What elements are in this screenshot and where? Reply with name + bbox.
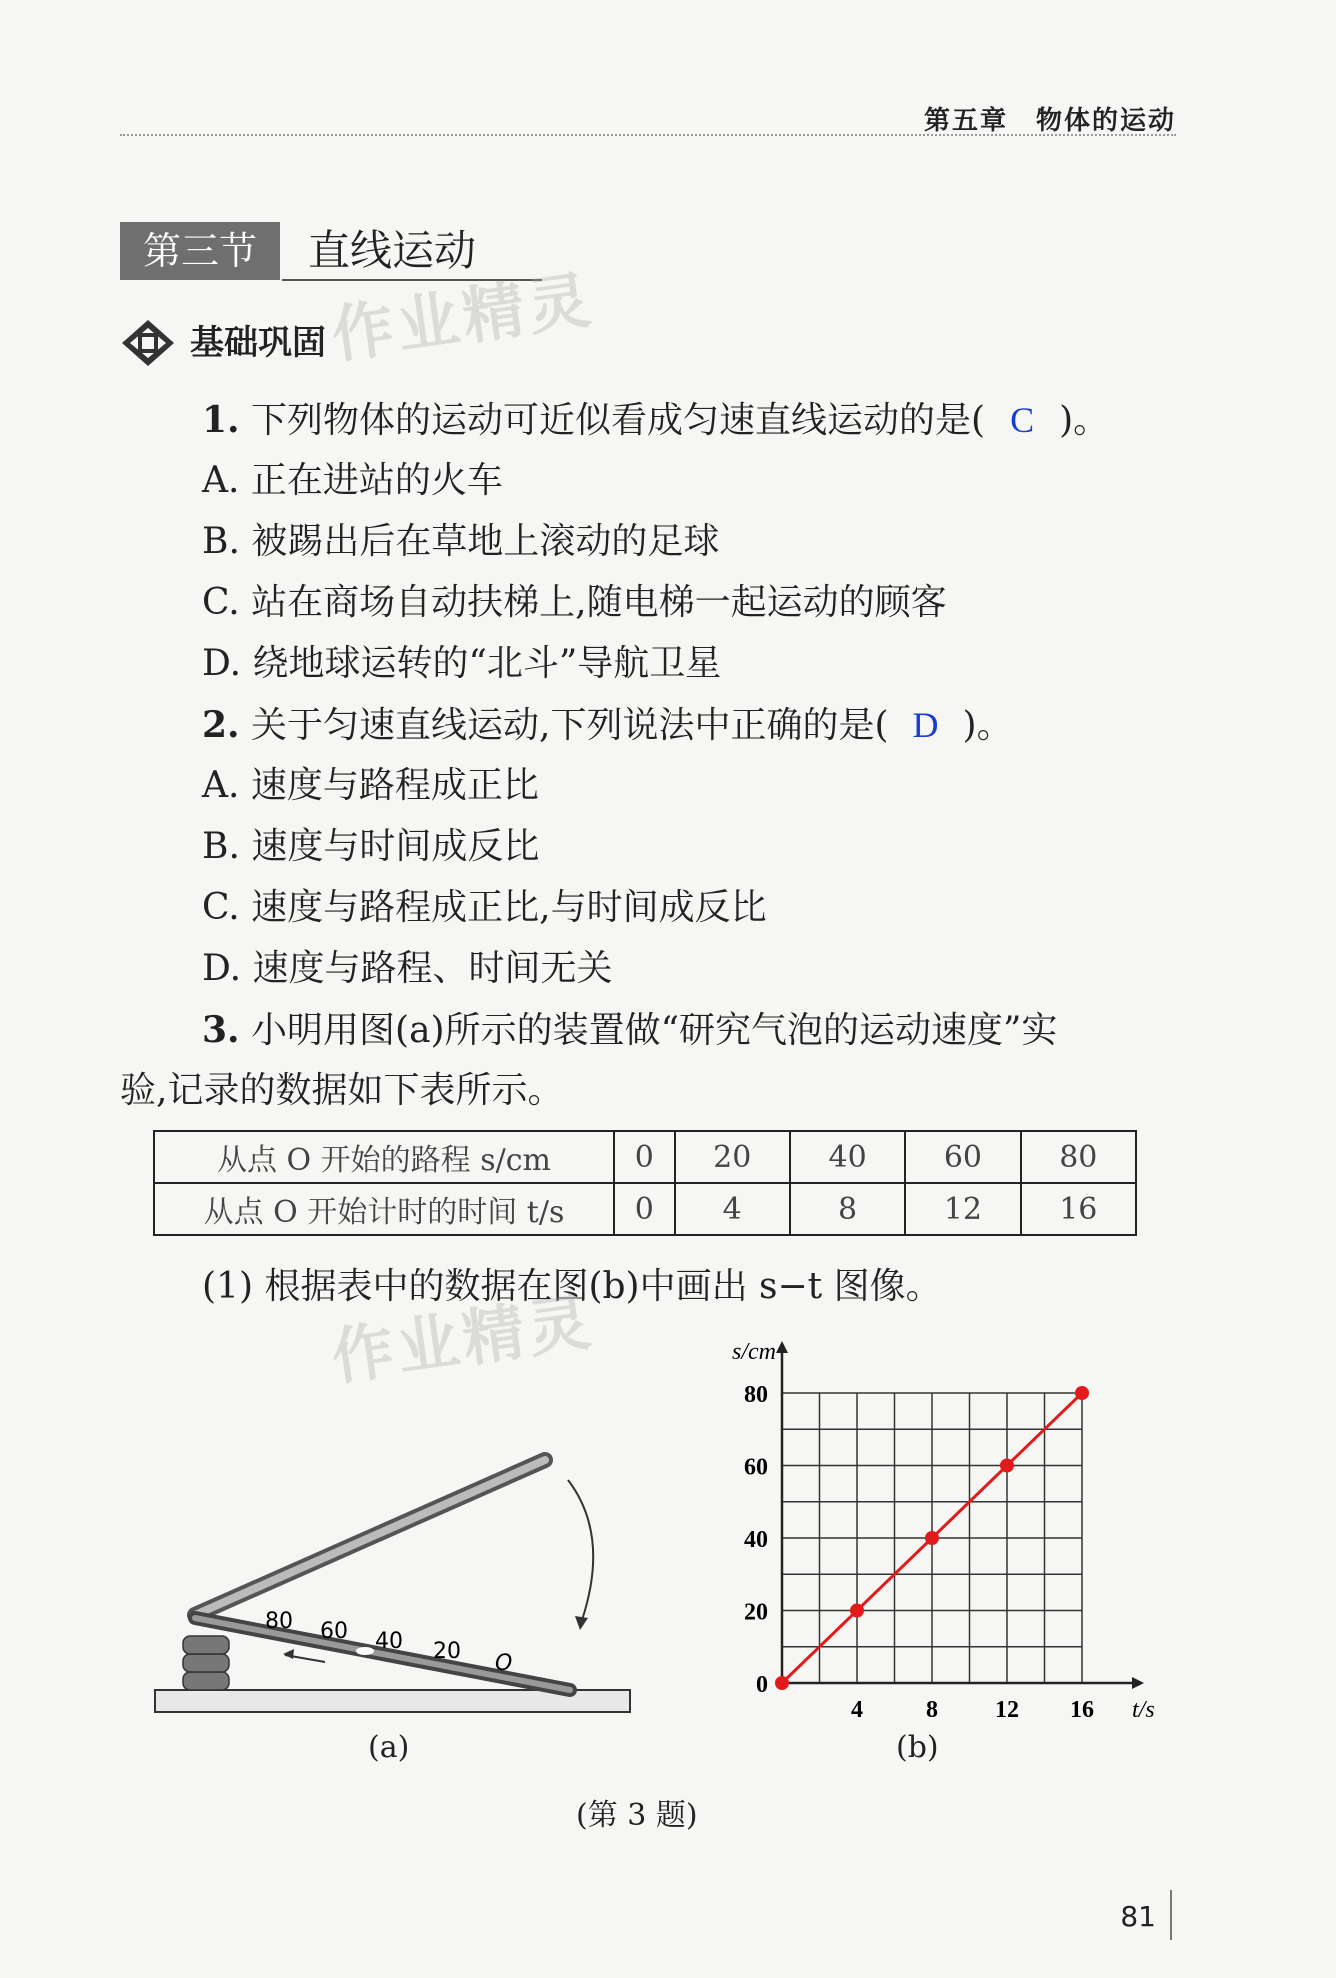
- answer-mark: C: [1010, 400, 1035, 440]
- figure-a-apparatus: [150, 1440, 650, 1730]
- question-2-option-a: A. 速度与路程成正比: [202, 765, 539, 806]
- table-cell: 0: [614, 1183, 675, 1235]
- watermark: 作业精灵: [326, 1284, 599, 1394]
- x-axis-label: t/s: [1132, 1697, 1155, 1723]
- table-cell: 60: [905, 1131, 1020, 1183]
- scale-mark: O: [495, 1651, 513, 1676]
- question-number: 2.: [202, 704, 240, 746]
- question-2-option-d: D. 速度与路程、时间无关: [202, 948, 613, 989]
- section-label: 第三节: [120, 222, 280, 280]
- data-point: [850, 1604, 864, 1618]
- data-point: [775, 1676, 789, 1690]
- question-3-stem-cont: 验,记录的数据如下表所示。: [120, 1070, 564, 1111]
- question-1-option-d: D. 绕地球运转的“北斗”导航卫星: [202, 643, 722, 684]
- question-1-option-a: A. 正在进站的火车: [202, 460, 503, 501]
- table-cell: 4: [675, 1183, 790, 1235]
- support-block: [183, 1672, 229, 1690]
- question-1-option-b: B. 被踢出后在草地上滚动的足球: [202, 521, 720, 562]
- table-cell: 8: [790, 1183, 905, 1235]
- subsection-title: 基础巩固: [190, 323, 326, 363]
- y-tick-label: 40: [744, 1527, 768, 1553]
- scale-mark: 20: [433, 1639, 461, 1664]
- table-cell: 40: [790, 1131, 905, 1183]
- data-point: [925, 1531, 939, 1545]
- table-cell: 12: [905, 1183, 1020, 1235]
- question-3-part-1: (1) 根据表中的数据在图(b)中画出 s−t 图像。: [202, 1266, 942, 1307]
- question-2-option-c: C. 速度与路程成正比,与时间成反比: [202, 887, 767, 928]
- table-cell: 20: [675, 1131, 790, 1183]
- y-tick-label: 20: [744, 1599, 768, 1626]
- figure-b-st-chart: [690, 1308, 1160, 1728]
- question-text: 下列物体的运动可近似看成匀速直线运动的是(: [251, 400, 986, 441]
- page-number: 81: [1120, 1900, 1156, 1933]
- y-tick-label: 60: [744, 1454, 768, 1481]
- y-axis-label: s/cm: [732, 1339, 776, 1365]
- scale-mark: 60: [320, 1619, 348, 1644]
- section-title: 直线运动: [308, 226, 477, 275]
- page-number-bar: [1170, 1890, 1172, 1940]
- question-text: 关于匀速直线运动,下列说法中正确的是(: [251, 705, 889, 746]
- header-rule: [120, 134, 1176, 136]
- table-cell: 16: [1021, 1183, 1136, 1235]
- table-row-label: 从点 O 开始的路程 s/cm: [154, 1131, 614, 1183]
- y-axis-arrow: [776, 1341, 788, 1353]
- figure-b-caption: (b): [896, 1730, 939, 1765]
- chart-labels: [732, 1339, 1155, 1723]
- table-row: [154, 1183, 1136, 1235]
- diamond-emblem-icon: [120, 318, 176, 368]
- x-tick-label: 4: [851, 1697, 863, 1723]
- question-text-end: )。: [1059, 400, 1110, 441]
- running-header: 第五章 物体的运动: [923, 106, 1176, 136]
- support-block: [183, 1636, 229, 1654]
- figure-caption: (第 3 题): [576, 1798, 698, 1833]
- question-1-stem: [202, 395, 1109, 446]
- rotation-arrow: [568, 1480, 593, 1620]
- watermark: 作业精灵: [326, 262, 599, 372]
- question-number: 1.: [202, 399, 240, 441]
- table-row: [154, 1131, 1136, 1183]
- question-3-stem: [202, 1005, 1057, 1056]
- answer-mark: D: [912, 705, 939, 745]
- question-text: 小明用图(a)所示的装置做“研究气泡的运动速度”实: [251, 1010, 1058, 1051]
- x-tick-label: 16: [1070, 1697, 1094, 1723]
- question-text-end: )。: [962, 705, 1013, 746]
- x-axis-arrow: [1132, 1677, 1144, 1689]
- table-cell: 80: [1021, 1131, 1136, 1183]
- y-tick-label: 80: [744, 1382, 768, 1408]
- scale-mark: 80: [265, 1609, 293, 1634]
- figure-a-caption: (a): [368, 1730, 410, 1765]
- table-row-label: 从点 O 开始计时的时间 t/s: [154, 1183, 614, 1235]
- question-2-stem: [202, 700, 1013, 751]
- x-tick-label: 12: [995, 1697, 1019, 1723]
- scale-mark: 40: [375, 1629, 403, 1654]
- question-2-option-b: B. 速度与时间成反比: [202, 826, 540, 867]
- support-block: [183, 1654, 229, 1672]
- question-1-option-c: C. 站在商场自动扶梯上,随电梯一起运动的顾客: [202, 582, 947, 623]
- data-point: [1075, 1386, 1089, 1400]
- y-tick-label: 0: [756, 1672, 768, 1698]
- data-table: [153, 1130, 1137, 1236]
- table-cell: 0: [614, 1131, 675, 1183]
- data-point: [1000, 1459, 1014, 1473]
- question-number: 3.: [202, 1009, 240, 1051]
- air-bubble: [356, 1647, 374, 1655]
- x-tick-label: 8: [926, 1697, 938, 1723]
